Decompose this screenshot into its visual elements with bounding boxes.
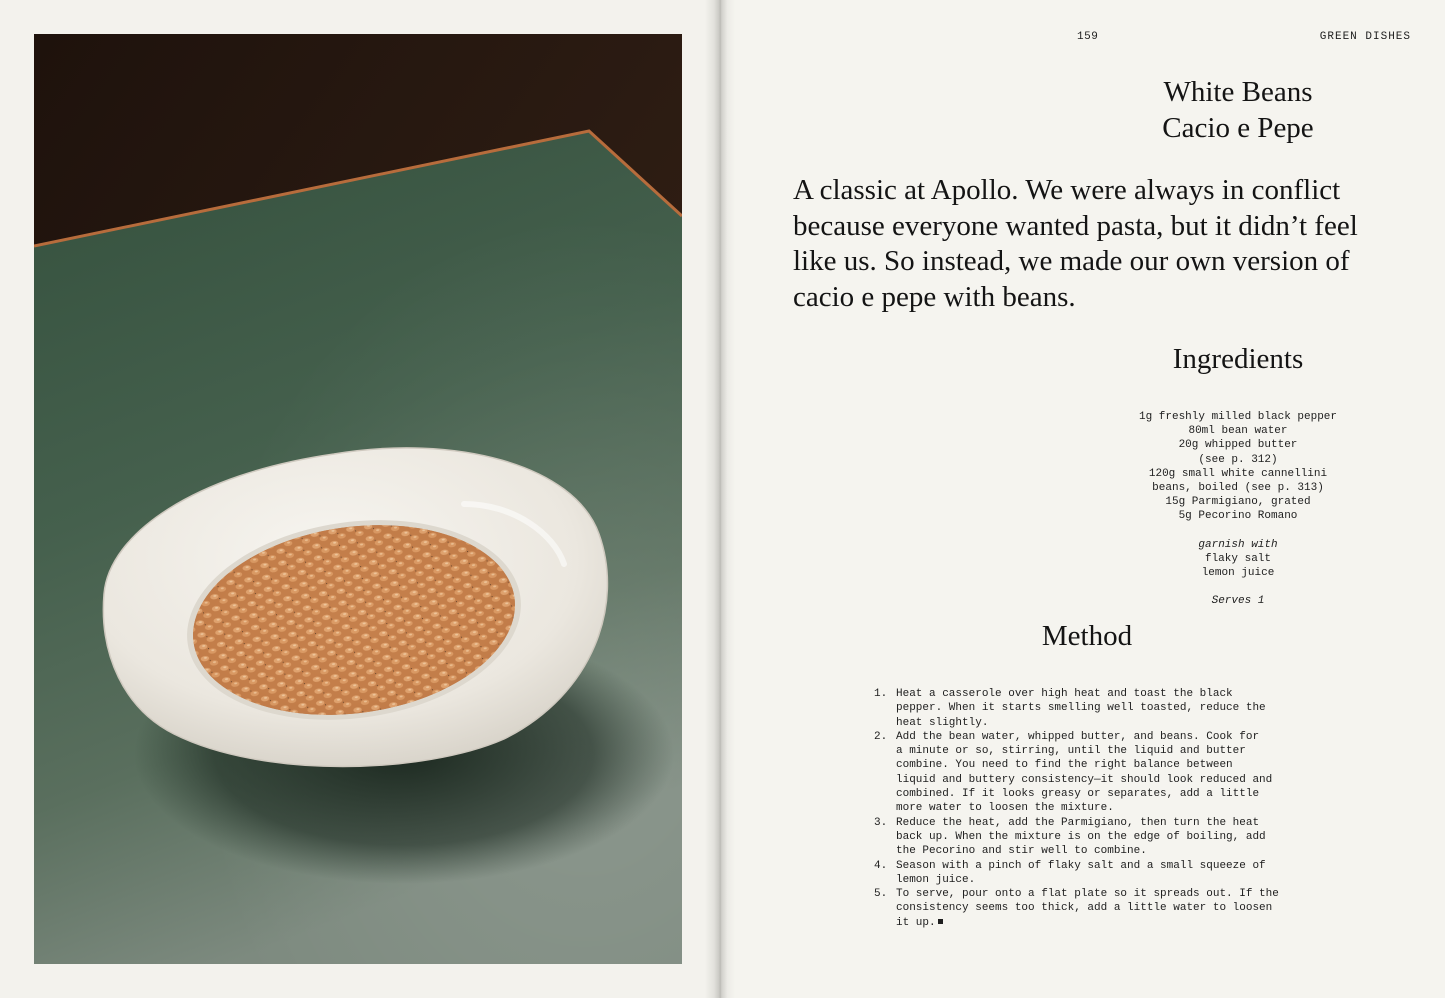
ingredients-list [1110,410,1366,608]
left-page [0,0,715,998]
step-line: To serve, pour onto a flat plate so it spreads out. If the [896,888,1279,901]
step-number: 4. [874,859,888,872]
ingredient-line: beans, boiled (see p. 313) [1152,482,1324,495]
step-number: 2. [874,730,888,743]
step-number: 5. [874,888,888,901]
step-line: more water to loosen the mixture. [896,802,1114,815]
step-line: it up. [896,916,936,929]
ingredients-spacer [1110,524,1366,538]
step-line: combined. If it looks greasy or separates, add a little [896,788,1260,801]
ingredient-line: 15g Parmigiano, grated [1165,496,1311,509]
step-line: the Pecorino and stir well to combine. [896,845,1147,858]
ingredients-spacer [1110,580,1366,594]
garnish-line: flaky salt [1204,552,1271,565]
step-line: Heat a casserole over high heat and toast the black [896,688,1233,700]
step-number: 3. [874,816,888,829]
step-line: a minute or so, stirring, until the liquid and butter [896,745,1246,758]
ingredient-line: 120g small white cannellini [1148,467,1328,480]
ingredient-line: 80ml bean water [1188,425,1288,438]
dish-photo [34,34,682,964]
book-gutter [705,0,735,998]
method-step [870,816,1320,859]
recipe-intro: A classic at Apollo. We were always in conflict because everyone wanted pasta, but it didn’t feel like us. So instead, we made our own version of cacio e pepe with beans. [793,174,1358,313]
step-line: back up. When the mixture is on the edge of boiling, add [896,830,1266,843]
ingredients-heading: Ingredients [1172,343,1304,375]
step-line: consistency seems too thick, add a little water to loosen [896,902,1273,915]
step-line: Add the bean water, whipped butter, and beans. Cook for [896,730,1260,743]
method-step [870,887,1320,930]
step-line: Season with a pinch of flaky salt and a small squeeze of [896,859,1266,872]
end-mark [938,919,943,924]
step-number: 1. [874,688,888,700]
method-step [870,730,1320,816]
step-line: liquid and buttery consistency—it should look reduced and [896,773,1273,786]
recipe-title-line: Cacio e Pepe [1162,112,1314,144]
method-heading: Method [1041,620,1133,652]
ingredient-line: 5g Pecorino Romano [1178,510,1298,523]
recipe-title-line: White Beans [1163,76,1313,108]
method-step [870,859,1320,888]
method-step [870,687,1320,730]
garnish-label: garnish with [1198,538,1278,551]
recipe-title [1120,74,1356,146]
step-line: heat slightly. [896,716,989,729]
garnish-line: lemon juice [1201,567,1275,580]
method-steps [870,687,1320,930]
ingredient-line: 20g whipped butter [1178,439,1298,452]
ingredient-line: (see p. 312) [1198,453,1278,466]
step-line: combine. You need to find the right balance between [896,759,1233,772]
section-name: GREEN DISHES [1319,31,1411,43]
step-line: Reduce the heat, add the Parmigiano, then turn the heat [896,816,1260,829]
serves-note: Serves 1 [1211,595,1265,608]
step-line: pepper. When it starts smelling well toasted, reduce the [896,702,1266,715]
ingredient-line: 1g freshly milled black pepper [1138,411,1338,423]
page-number: 159 [1077,31,1099,43]
step-line: lemon juice. [896,873,976,886]
